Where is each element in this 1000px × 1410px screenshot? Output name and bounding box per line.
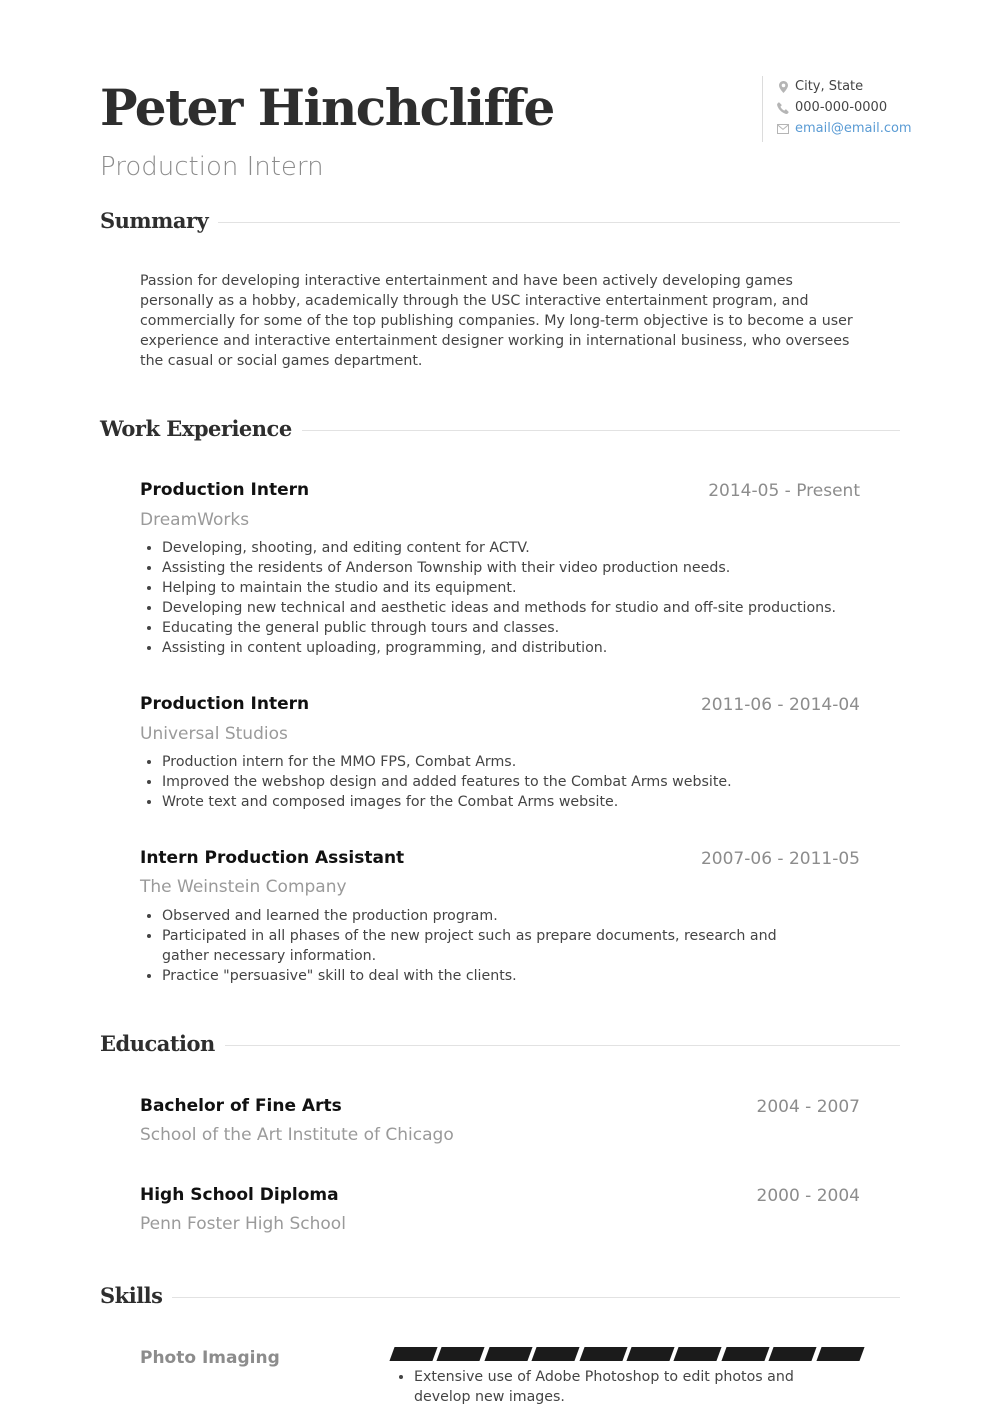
job-title: Production Intern xyxy=(140,694,310,714)
education-date: 2004 - 2007 xyxy=(756,1097,860,1117)
job-date: 2011-06 - 2014-04 xyxy=(700,695,860,715)
list-item: • Practice "persuasive" skill to deal with the clients. xyxy=(162,966,812,986)
list-item: • Assisting the residents of Anderson Township with their video production needs. xyxy=(162,558,862,578)
degree-title: High School Diploma xyxy=(140,1185,339,1205)
job-bullets xyxy=(140,752,862,812)
skill-bullets xyxy=(392,1367,862,1407)
work-heading: Work Experience xyxy=(100,416,292,441)
list-item: • Educating the general public through tours and classes. xyxy=(162,618,862,638)
skill-name: Photo Imaging xyxy=(140,1348,280,1368)
candidate-name: Peter Hinchcliffe xyxy=(100,78,554,137)
section-divider xyxy=(218,222,900,223)
job-date: 2007-06 - 2011-05 xyxy=(700,849,860,869)
skill-level-segment xyxy=(532,1347,581,1361)
contact-location xyxy=(777,76,900,97)
contact-email[interactable] xyxy=(777,118,912,139)
degree-title: Bachelor of Fine Arts xyxy=(140,1096,342,1116)
list-item: • Helping to maintain the studio and its equipment. xyxy=(162,578,862,598)
skill-level-segment xyxy=(816,1347,865,1361)
skill-level-segment xyxy=(389,1347,438,1361)
list-item: • Extensive use of Adobe Photoshop to edit photos and develop new images. xyxy=(414,1367,854,1407)
map-pin-icon xyxy=(777,81,789,93)
skill-level-segment xyxy=(579,1347,628,1361)
job-title: Intern Production Assistant xyxy=(140,848,405,868)
location-text: City, State xyxy=(795,79,864,94)
skills-heading: Skills xyxy=(100,1283,163,1308)
list-item: • Production intern for the MMO FPS, Combat Arms. xyxy=(162,752,862,772)
job-date: 2014-05 - Present xyxy=(708,481,860,501)
section-divider xyxy=(302,430,900,431)
section-divider xyxy=(225,1045,900,1046)
skill-level-segment xyxy=(721,1347,770,1361)
skill-level-segment xyxy=(437,1347,486,1361)
list-item: • Developing, shooting, and editing content for ACTV. xyxy=(162,538,862,558)
education-date: 2000 - 2004 xyxy=(756,1186,860,1206)
job-bullets xyxy=(140,906,812,986)
candidate-title: Production Intern xyxy=(100,152,324,182)
job-company: Universal Studios xyxy=(140,724,288,744)
job-company: The Weinstein Company xyxy=(140,877,347,897)
education-heading: Education xyxy=(100,1031,215,1056)
email-link[interactable]: email@email.com xyxy=(795,121,912,136)
school-name: Penn Foster High School xyxy=(140,1214,346,1234)
summary-heading: Summary xyxy=(100,208,209,233)
skill-level-segment xyxy=(484,1347,533,1361)
summary-text: Passion for developing interactive entertainment and have been actively developing games personally as a hobby, academically through the USC interactive entertainment program, and commercially for some of the top publishing companies. My long-term objective is to become a user experience and interactive entertainment designer working in international business, who oversees the casual or social games department. xyxy=(140,273,853,369)
skill-level-segment xyxy=(769,1347,818,1361)
education-section-header xyxy=(100,1031,900,1056)
contact-phone xyxy=(777,97,900,118)
skills-section-header xyxy=(100,1283,900,1308)
skill-level-bar xyxy=(392,1347,862,1363)
summary-section-header xyxy=(100,208,900,233)
list-item: • Assisting in content uploading, programming, and distribution. xyxy=(162,638,862,658)
section-divider xyxy=(172,1297,900,1298)
list-item: • Developing new technical and aesthetic ideas and methods for studio and off-site productions. xyxy=(162,598,862,618)
phone-icon xyxy=(777,102,789,114)
contact-block xyxy=(762,76,912,142)
list-item: • Participated in all phases of the new project such as prepare documents, research and gather necessary information. xyxy=(162,926,812,966)
work-section-header xyxy=(100,416,900,441)
list-item: • Improved the webshop design and added features to the Combat Arms website. xyxy=(162,772,862,792)
school-name: School of the Art Institute of Chicago xyxy=(140,1125,454,1145)
phone-text: 000-000-0000 xyxy=(795,100,888,115)
job-title: Production Intern xyxy=(140,480,310,500)
job-bullets xyxy=(140,538,862,658)
list-item: • Observed and learned the production program. xyxy=(162,906,812,926)
list-item: • Wrote text and composed images for the Combat Arms website. xyxy=(162,792,862,812)
envelope-icon xyxy=(777,124,789,134)
skill-level-segment xyxy=(626,1347,675,1361)
job-company: DreamWorks xyxy=(140,510,250,530)
skill-level-segment xyxy=(674,1347,723,1361)
